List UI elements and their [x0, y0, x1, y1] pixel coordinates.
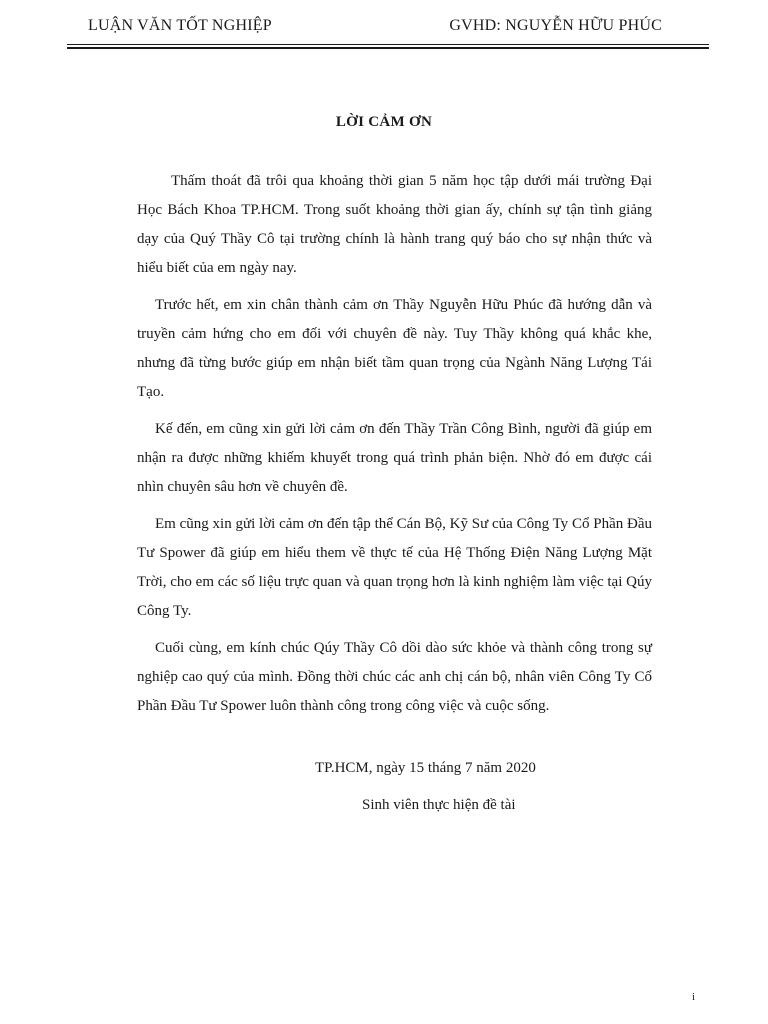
paragraph-4: Em cũng xin gửi lời cảm ơn đến tập thể Cán Bộ, Kỹ Sư của Công Ty Cổ Phần Đầu Tư Spower đã giúp em hiểu them về thực tế của Hệ Thống Điện Năng Lượng Mặt Trời, cho em các số liệu trực quan và quan trọng hơn là kinh nghiệm làm việc tại Qúy Công Ty. — [137, 516, 652, 619]
header-rule-thick — [67, 47, 709, 49]
header-rule-thin — [67, 44, 709, 45]
signer-line: Sinh viên thực hiện đề tài — [362, 797, 516, 813]
header-thesis-label: LUẬN VĂN TỐT NGHIỆP — [88, 17, 272, 34]
page-header — [88, 17, 662, 41]
paragraph-1: Thấm thoát đã trôi qua khoảng thời gian 5 năm học tập dưới mái trường Đại Học Bách Khoa TP.HCM. Trong suốt khoảng thời gian ấy, chính sự tận tình giảng dạy của Quý Thầy Cô tại trường chính là hành trang quý báo cho sự nhận thức và hiểu biết của em ngày nay. — [137, 173, 652, 276]
acknowledgement-body — [137, 167, 652, 729]
paragraph-5: Cuối cùng, em kính chúc Qúy Thầy Cô dồi dào sức khỏe và thành công trong sự nghiệp cao quý của mình. Đồng thời chúc các anh chị cán bộ, nhân viên Công Ty Cổ Phần Đầu Tư Spower luôn thành công trong công việc và cuộc sống. — [137, 640, 652, 714]
place-date-line: TP.HCM, ngày 15 tháng 7 năm 2020 — [315, 760, 536, 776]
page-number: i — [692, 991, 696, 1003]
paragraph-3: Kế đến, em cũng xin gửi lời cảm ơn đến Thầy Trần Công Bình, người đã giúp em nhận ra được những khiếm khuyết trong quá trình phản biện. Nhờ đó em được cái nhìn chuyên sâu hơn về chuyên đề. — [137, 421, 652, 495]
header-advisor-label: GVHD: NGUYỄN HỮU PHÚC — [449, 17, 662, 34]
paragraph-2: Trước hết, em xin chân thành cảm ơn Thầy Nguyễn Hữu Phúc đã hướng dẫn và truyền cảm hứng cho em đối với chuyên đề này. Tuy Thầy không quá khắc khe, nhưng đã từng bước giúp em nhận biết tầm quan trọng của Ngành Năng Lượng Tái Tạo. — [137, 297, 652, 400]
page-title: LỜI CẢM ƠN — [335, 114, 433, 130]
